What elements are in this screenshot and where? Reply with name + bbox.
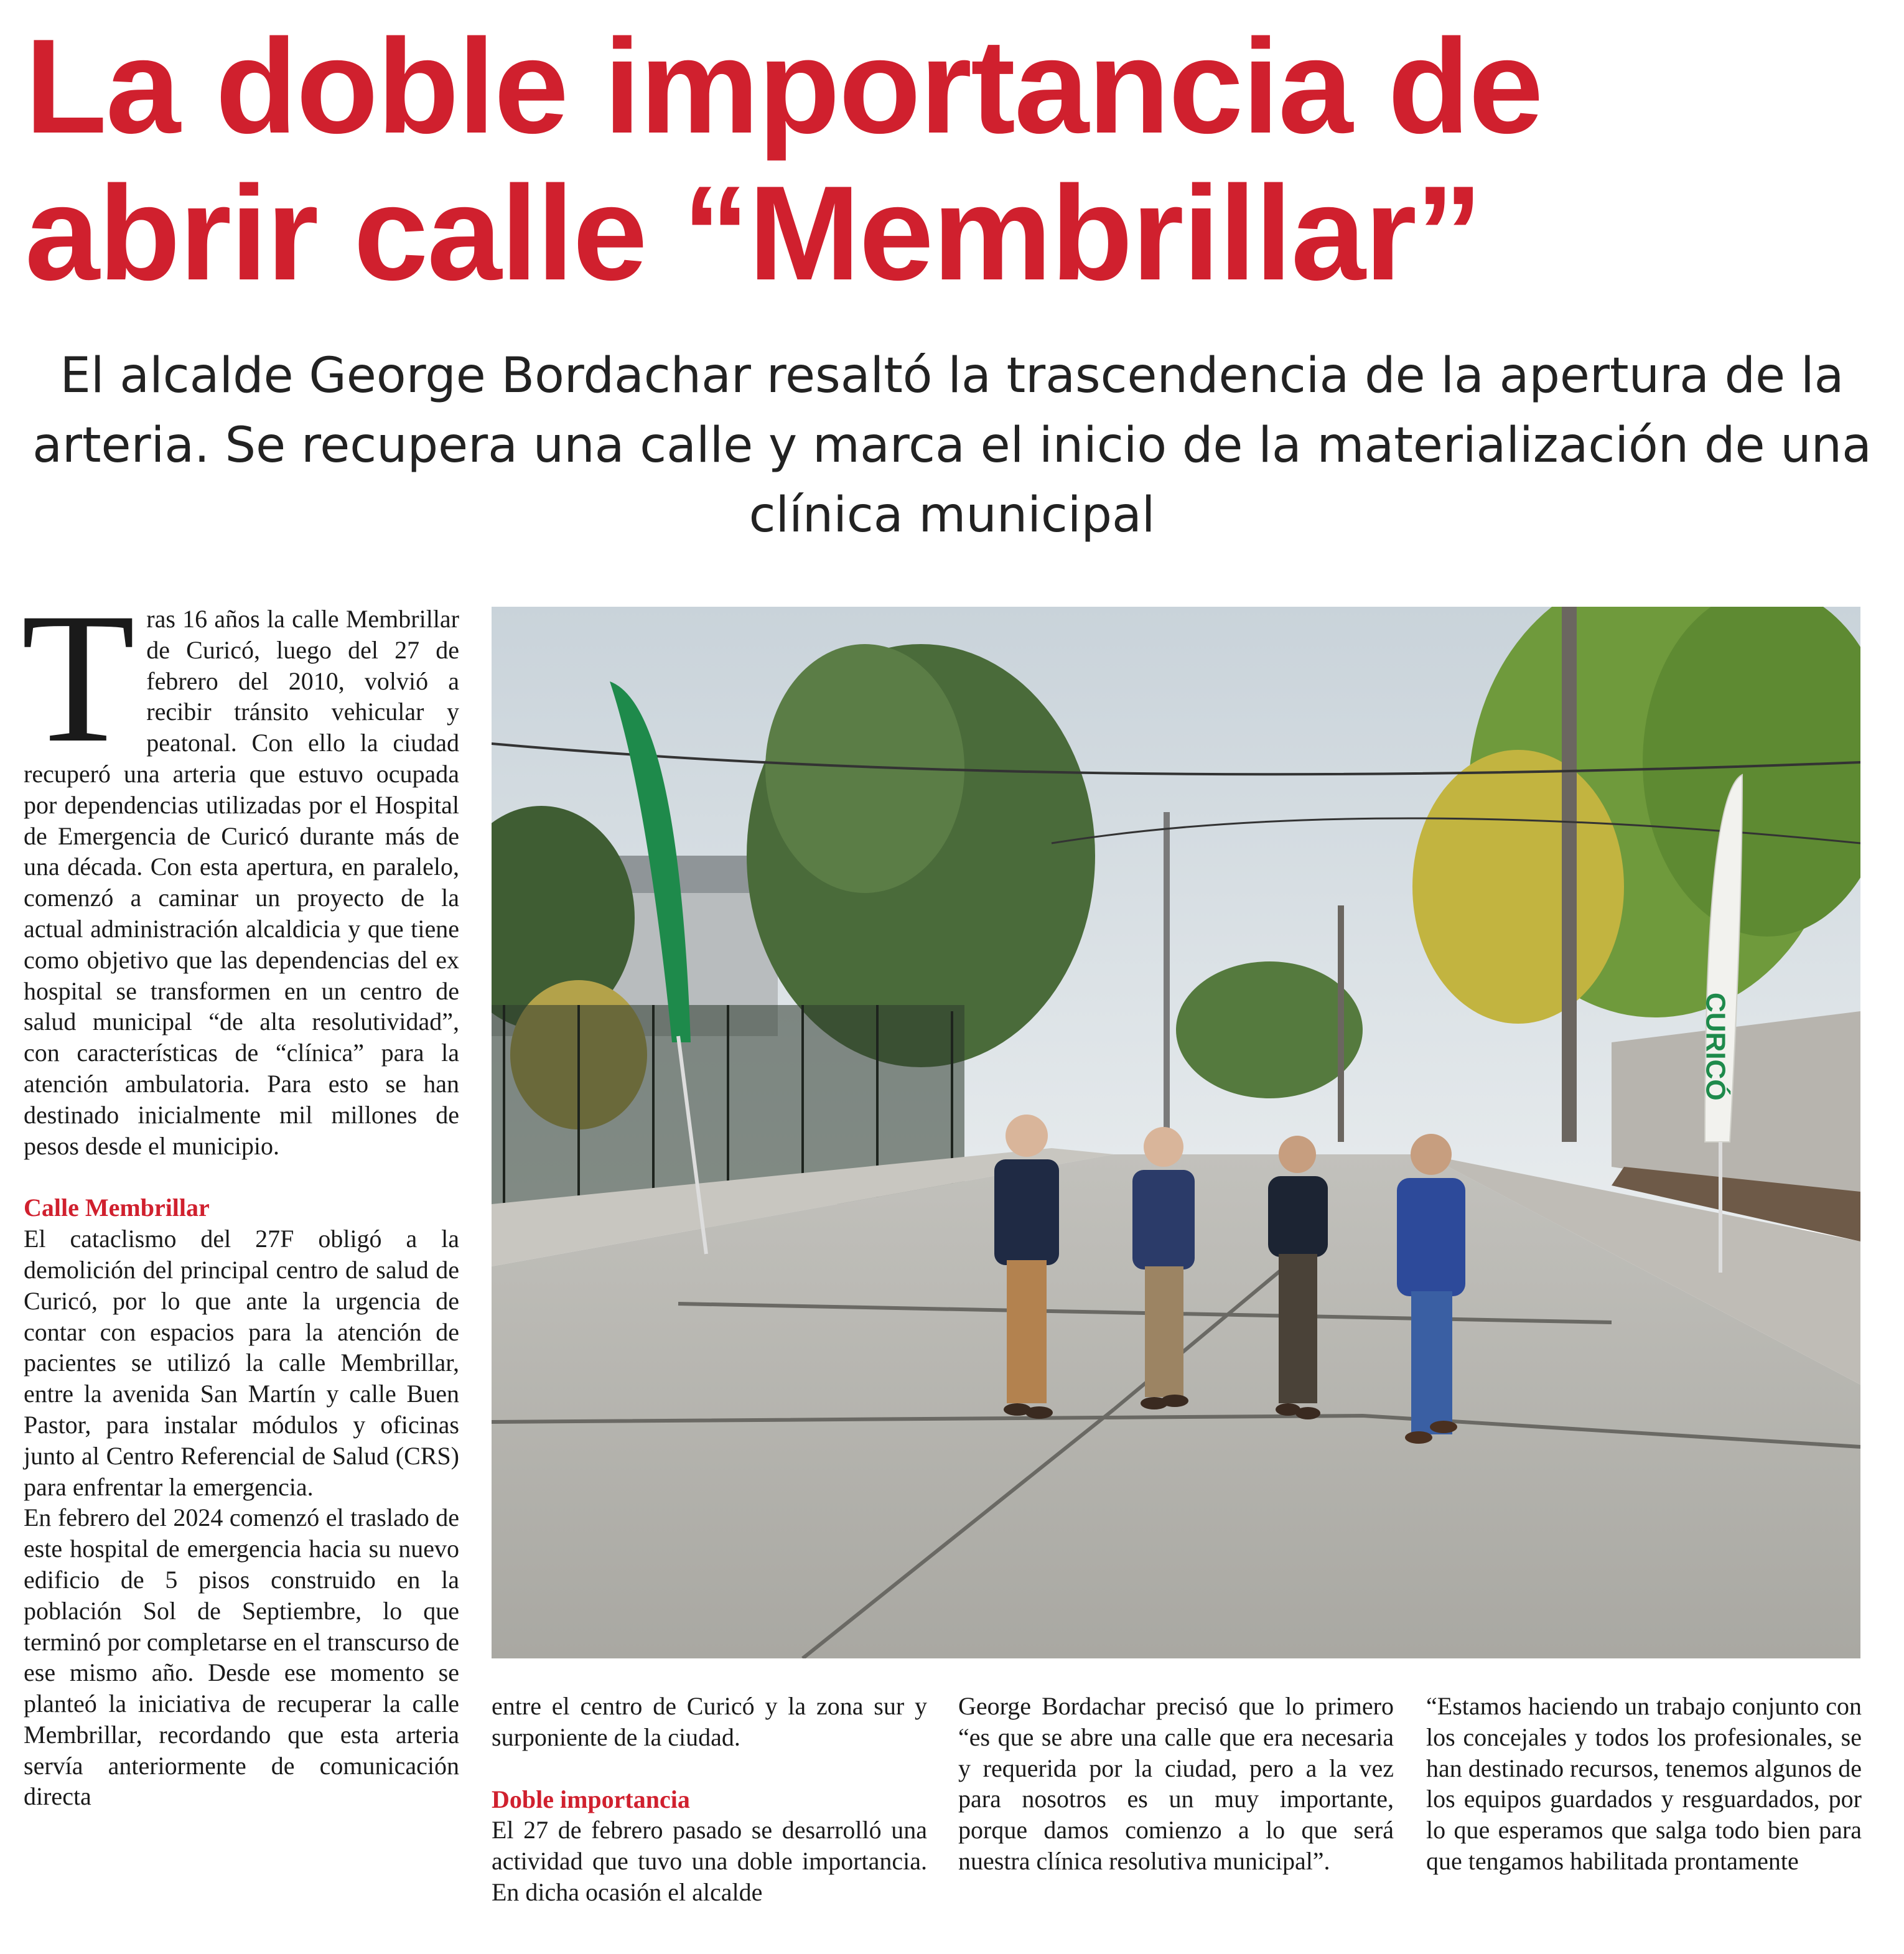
section-heading-doble-importancia: Doble importancia xyxy=(492,1785,690,1813)
col2-continuation: entre el centro de Curicó y la zona sur y surponiente de la ciudad. xyxy=(492,1692,927,1751)
article-column-1 xyxy=(21,574,459,1812)
article-column-2 xyxy=(492,1691,927,1908)
section2-paragraph-1: El 27 de febrero pasado se desarrolló una actividad que tuvo una doble importancia. En dicha ocasión el alcalde xyxy=(492,1816,927,1906)
article-column-4 xyxy=(1426,1691,1862,1877)
headline xyxy=(25,12,1879,306)
intro-text: ras 16 años la calle Membrillar de Curicó, luego del 27 de febrero del 2010, volvió a recibir tránsito vehicular y peatonal. Con ello la ciudad recuperó una arteria que estuvo ocupada por dependencias utilizadas por el Hospital de Emergencia de Curicó durante más de una década. Con esta apertura, en paralelo, comenzó a caminar un proyecto de la actual administración alcaldicia y que tiene como objetivo que las dependencias del ex hospital se transformen en un centro de salud municipal “de alta resolutividad”, con características de “clínica” para la atención ambulatoria. Para esto se han destinado inicialmente mil millones de pesos desde el municipio. xyxy=(24,605,459,1160)
article-photo xyxy=(492,607,1860,1658)
drop-cap: T xyxy=(21,574,136,781)
intro-paragraph xyxy=(21,574,459,1161)
utility-pole xyxy=(1562,607,1577,1142)
banner-right-text: CURICÓ xyxy=(1700,993,1731,1101)
section1-paragraph-1: El cataclismo del 27F obligó a la demolición del principal centro de salud de Curicó, por lo que ante la urgencia de contar con espacios para la atención de pacientes se utilizó la calle Membrillar, entre la avenida San Martín y calle Buen Pastor, para instalar módulos y oficinas junto al Centro Referencial de Salud (CRS) para enfrentar la emergencia. xyxy=(24,1225,459,1501)
col4-paragraph: “Estamos haciendo un trabajo conjunto con los concejales y todos los profesionales, se han destinado recursos, tenemos algunos de los equipos guardados y resguardados, por lo que esperamos que salga todo bien para que tengamos habilitada prontamente xyxy=(1426,1692,1862,1875)
headline-line-2: abrir calle “Membrillar” xyxy=(25,157,1482,308)
article-column-3 xyxy=(958,1691,1394,1877)
subheadline: El alcalde George Bordachar resaltó la trascendencia de la apertura de la arteria. Se recupera una calle y marca el inicio de la materialización de una clínica municipal xyxy=(32,348,1872,543)
headline-line-1: La doble importancia de xyxy=(25,11,1542,161)
col3-paragraph: George Bordachar precisó que lo primero “es que se abre una calle que era necesaria y requerida por la ciudad, pero a la vez para nosotros es un muy importante, porque damos comienzo a lo que será nuestra clínica resolutiva municipal”. xyxy=(958,1692,1394,1875)
section1-paragraph-2: En febrero del 2024 comenzó el traslado de este hospital de emergencia hacia su nuevo edificio de 5 pisos construido en la población Sol de Septiembre, lo que terminó por completarse en el transcurso de ese mismo año. Desde ese momento se planteó la iniciativa de recuperar la calle Membrillar, recordando que esta arteria servía anteriormente de comunicación directa xyxy=(24,1503,459,1811)
section-heading-calle-membrillar: Calle Membrillar xyxy=(24,1194,210,1222)
